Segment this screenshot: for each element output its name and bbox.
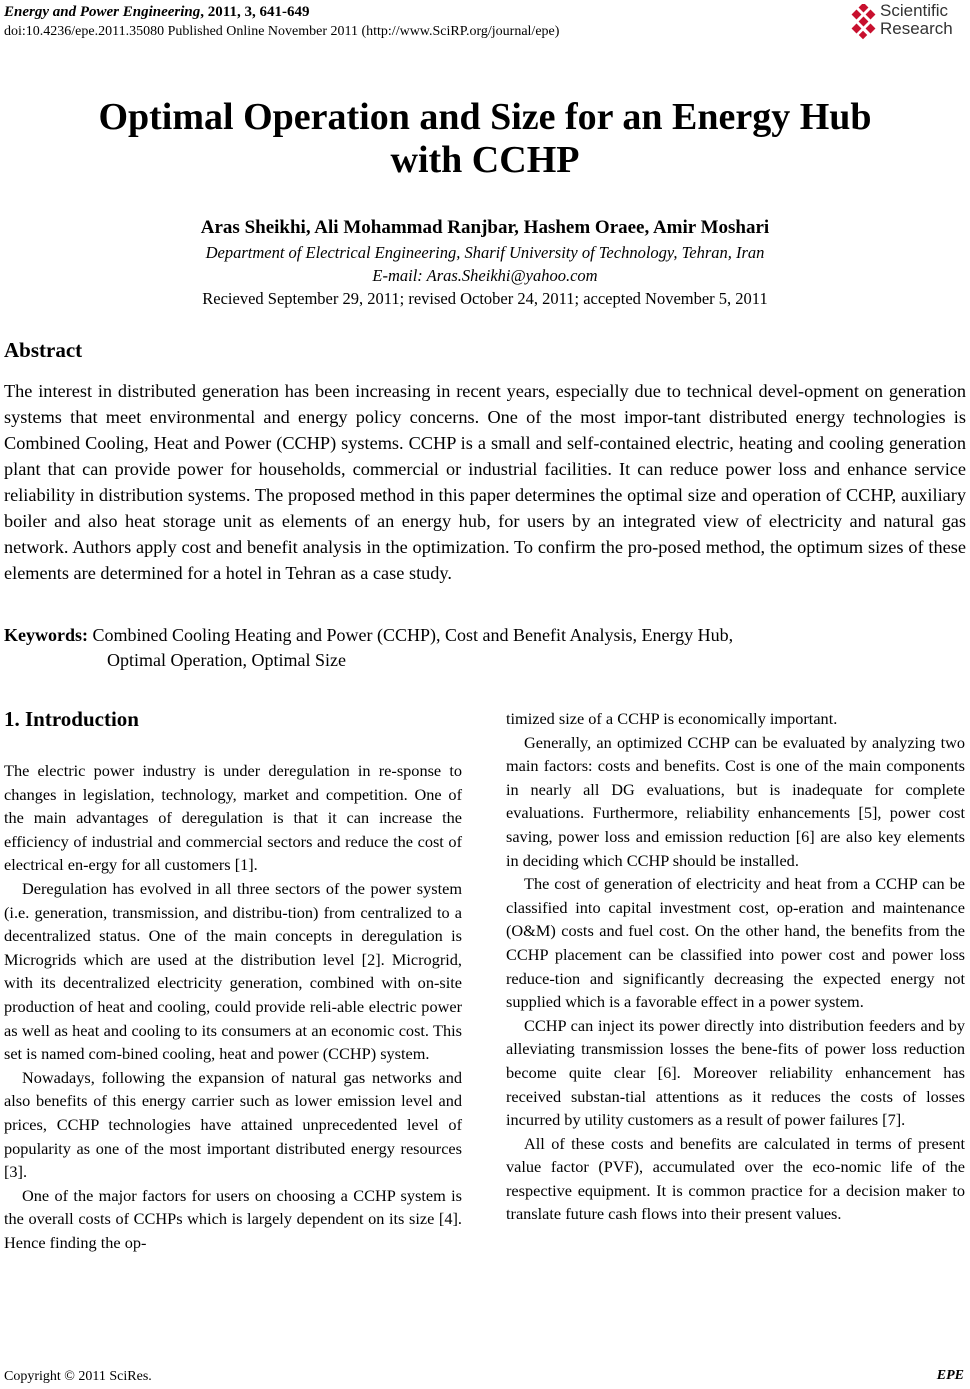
body-paragraph: timized size of a CCHP is economically important. xyxy=(506,709,838,728)
body-paragraph: The electric power industry is under deregulation in re-sponse to changes in legislation, technology, market and competition. One of the main advantages of deregulation is that it can increase the efficiency of industrial and commercial sectors and reduce the cost of electrical en-ergy for all customers [1]. xyxy=(4,761,462,875)
journal-citation xyxy=(4,4,309,21)
logo-line2: Research xyxy=(880,19,953,38)
copyright: Copyright © 2011 SciRes. xyxy=(4,1369,152,1384)
keywords-line2: Optimal Operation, Optimal Size xyxy=(107,650,346,670)
affiliation: Department of Electrical Engineering, Sharif University of Technology, Tehran, Iran xyxy=(205,243,765,262)
journal-name: Energy and Power Engineering xyxy=(4,4,201,20)
section-heading: 1. Introduction xyxy=(4,707,139,731)
received-dates: Recieved September 29, 2011; revised October 24, 2011; accepted November 5, 2011 xyxy=(202,289,768,308)
body-paragraph: All of these costs and benefits are calculated in terms of present value factor (PVF), accumulated over the eco-nomic life of the respective equipment. It is common practice for a decision maker to translate future cash flows into their present values. xyxy=(506,1133,965,1224)
abstract-paragraph: The interest in distributed generation has been increasing in recent years, especially due to technical devel-opment on generation systems that meet environmental and energy policy concerns. One of the most impor-tant distributed energy technologies is Combined Cooling, Heat and Power (CCHP) systems. CCHP is a small and self-contained electric, heating and cooling generation plant that can provide power for households, commercial or industrial facilities. It can reduce power loss and enhance service reliability in distribution systems. The proposed method in this paper determines the optimal size and operation of CCHP, auxiliary boiler and also heat storage unit as elements of an energy hub, for users by an integrated view of electricity and natural gas network. Authors apply cost and benefit analysis in the optimization. To confirm the pro-posed method, the optimum sizes of these elements are determined for a hotel in Tehran as a case study. xyxy=(4,381,966,583)
authors: Aras Sheikhi, Ali Mohammad Ranjbar, Hashem Oraee, Amir Moshari xyxy=(200,217,770,238)
keywords-line1: Combined Cooling Heating and Power (CCHP), Cost and Benefit Analysis, Energy Hub, xyxy=(92,625,734,645)
keywords xyxy=(4,623,964,673)
logo-text xyxy=(880,2,953,38)
email: E-mail: Aras.Sheikhi@yahoo.com xyxy=(372,266,598,285)
abstract-text xyxy=(4,378,966,586)
body-paragraph: CCHP can inject its power directly into distribution feeders and by alleviating transmission losses the bene-fits of power loss reduction become quite clear [6]. Moreover reliability enhancement has received substan-tial attentions as it reduces the costs of losses incurred by utility customers as a result of power failures [7]. xyxy=(506,1015,965,1130)
title-line1: Optimal Operation and Size for an Energy Hub xyxy=(98,96,872,138)
body-paragraph: Nowadays, following the expansion of natural gas networks and also benefits of this energy carrier such as lower emission level and prices, CCHP technologies have attained unprecedented level of popularity as one of the most important distributed energy resources [3]. xyxy=(4,1067,462,1182)
left-column xyxy=(4,759,462,1254)
body-paragraph: The cost of generation of electricity and heat from a CCHP can be classified into capital investment cost, op-eration and maintenance (O&M) costs and fuel cost. On the other hand, the benefits from the CCHP placement can be classified into power cost and power loss reduce-tion and significantly decreasing the expected energy not supplied which is a favorable effect in a power system. xyxy=(506,874,965,1012)
doi-line: doi:10.4236/epe.2011.35080 Published Online November 2011 (http://www.SciRP.org/journal/epe) xyxy=(4,24,560,39)
body-paragraph: Deregulation has evolved in all three sectors of the power system (i.e. generation, transmission, and distribu-tion) from centralized to a decentralized status. One of the main concepts in deregulation is Microgrids which are used at the distribution level [2]. Microgrid, with its decentralized electricity generation, combined with on-site production of heat and cooling, could provide reli-able electric power as well as heat and cooling to its consumers at an economic cost. This set is named com-bined cooling, heat and power (CCHP) system. xyxy=(4,878,462,1064)
keywords-label: Keywords: xyxy=(4,625,88,645)
body-paragraph: One of the major factors for users on choosing a CCHP system is the overall costs of CCHPs which is largely dependent on its size [4]. Hence finding the op- xyxy=(4,1185,462,1252)
scirp-logo[interactable] xyxy=(850,2,968,42)
body-paragraph: Generally, an optimized CCHP can be evaluated by analyzing two main factors: costs and benefits. Cost is one of the main components in nearly all DG evaluations, but is inadequate for complete evaluations. Furthermore, reliability enhancements [5], power cost saving, power loss and emission reduction [6] are also key elements in deciding which CCHP should be installed. xyxy=(506,732,965,870)
abstract-heading: Abstract xyxy=(4,338,83,362)
title-line2: with CCHP xyxy=(390,139,580,181)
right-column xyxy=(506,707,965,1226)
journal-abbreviation: EPE xyxy=(936,1368,964,1383)
journal-details: , 2011, 3, 641-649 xyxy=(200,4,310,20)
logo-line1: Scientific xyxy=(880,1,949,20)
paper-title xyxy=(0,96,970,182)
scirp-logo-icon xyxy=(850,4,878,42)
